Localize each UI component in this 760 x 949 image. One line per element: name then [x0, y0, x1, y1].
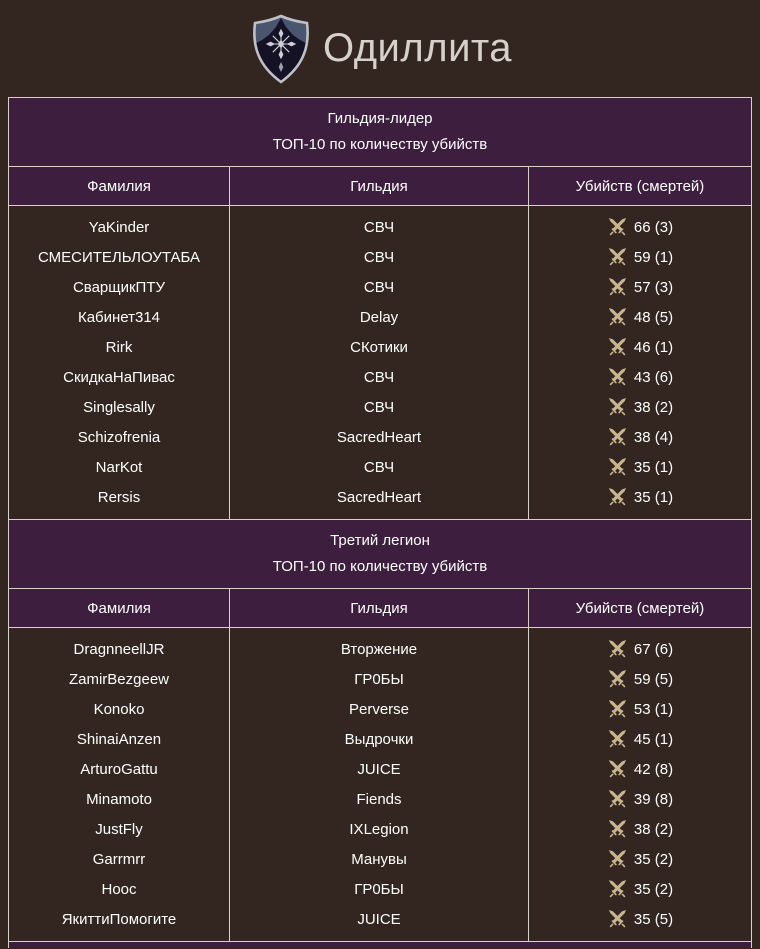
kills-cell [529, 664, 751, 694]
kills-value: 59 (5) [633, 670, 674, 688]
guild-name: СВЧ [363, 278, 395, 296]
section-body [9, 206, 751, 519]
guilds-column [230, 206, 529, 519]
guild-name: Выдрочки [344, 730, 414, 748]
guild-name: Вторжение [340, 640, 418, 658]
crossed-swords-icon [607, 699, 628, 719]
names-column [9, 628, 230, 941]
section-body [9, 628, 751, 941]
kills-cell [529, 844, 751, 874]
guild-shield-logo-icon [248, 14, 314, 84]
section-title-line1: Третий легион [330, 532, 430, 549]
crossed-swords-icon [607, 819, 628, 839]
guild-name: СВЧ [363, 248, 395, 266]
kills-cell [529, 904, 751, 934]
column-header-guild: Гильдия [230, 589, 529, 627]
section-guild-leader [9, 98, 751, 519]
kills-value: 39 (8) [633, 790, 674, 808]
player-name: Singlesally [83, 398, 155, 416]
guild-name: СВЧ [363, 458, 395, 476]
player-name: Rirk [105, 338, 133, 356]
section-title-line2: ТОП-10 по количеству убийств [272, 558, 488, 575]
guild-name: СВЧ [363, 218, 395, 236]
guilds-column [230, 628, 529, 941]
kills-cell [529, 724, 751, 754]
player-name: Rersis [97, 488, 141, 506]
kills-value: 38 (2) [633, 398, 674, 416]
kills-column [529, 206, 751, 519]
kills-value: 46 (1) [633, 338, 674, 356]
crossed-swords-icon [607, 879, 628, 899]
crossed-swords-icon [607, 307, 628, 327]
guild-name: СВЧ [363, 368, 395, 386]
guild-name: СВЧ [363, 398, 395, 416]
crossed-swords-icon [607, 337, 628, 357]
player-name: ShinaiAnzen [76, 730, 162, 748]
kills-value: 38 (2) [633, 820, 674, 838]
section-third-legion [9, 519, 751, 941]
guild-name: ГР0БЫ [354, 670, 404, 688]
next-section-header-partial [9, 941, 751, 948]
guild-name: Манувы [351, 850, 407, 868]
names-column [9, 206, 230, 519]
kills-cell [529, 242, 751, 272]
guild-name: СКотики [350, 338, 408, 356]
guild-name: IXLegion [349, 820, 409, 838]
player-name: JustFly [95, 820, 143, 838]
section-title [9, 520, 751, 588]
kills-cell [529, 362, 751, 392]
player-name: ArturoGattu [80, 760, 158, 778]
kills-value: 38 (4) [633, 428, 674, 446]
kills-cell [529, 814, 751, 844]
column-header-guild: Гильдия [230, 167, 529, 205]
kills-cell [529, 302, 751, 332]
crossed-swords-icon [607, 217, 628, 237]
crossed-swords-icon [607, 367, 628, 387]
player-name: Garrmrr [92, 850, 146, 868]
crossed-swords-icon [607, 789, 628, 809]
column-headers [9, 588, 751, 628]
crossed-swords-icon [607, 247, 628, 267]
player-name: Кабинет314 [77, 308, 161, 326]
kills-value: 42 (8) [633, 760, 674, 778]
kills-value: 35 (1) [633, 458, 674, 476]
kills-value: 35 (2) [633, 850, 674, 868]
kills-cell [529, 874, 751, 904]
guild-name: Delay [359, 308, 399, 326]
crossed-swords-icon [607, 457, 628, 477]
kills-value: 59 (1) [633, 248, 674, 266]
kills-cell [529, 422, 751, 452]
column-header-name: Фамилия [9, 167, 230, 205]
column-header-name: Фамилия [9, 589, 230, 627]
guild-name: SacredHeart [336, 488, 422, 506]
kills-value: 45 (1) [633, 730, 674, 748]
kills-cell [529, 392, 751, 422]
section-title-line1: Гильдия-лидер [327, 110, 433, 127]
kills-value: 53 (1) [633, 700, 674, 718]
player-name: YaKinder [88, 218, 150, 236]
kills-cell [529, 634, 751, 664]
guild-name: Fiends [356, 790, 402, 808]
page-title: Одиллита [322, 26, 513, 70]
crossed-swords-icon [607, 729, 628, 749]
kills-value: 35 (2) [633, 880, 674, 898]
player-name: ЯкиттиПомогите [61, 910, 177, 928]
crossed-swords-icon [607, 759, 628, 779]
crossed-swords-icon [607, 909, 628, 929]
guild-name: ГР0БЫ [354, 880, 404, 898]
kills-value: 48 (5) [633, 308, 674, 326]
guild-name: JUICE [357, 760, 401, 778]
player-name: NarKot [95, 458, 143, 476]
section-title-line2: ТОП-10 по количеству убийств [272, 136, 488, 153]
kills-cell [529, 212, 751, 242]
column-headers [9, 166, 751, 206]
kills-value: 66 (3) [633, 218, 674, 236]
crossed-swords-icon [607, 849, 628, 869]
crossed-swords-icon [607, 397, 628, 417]
section-title [9, 98, 751, 166]
kills-value: 43 (6) [633, 368, 674, 386]
player-name: Minamoto [86, 790, 152, 808]
player-name: СМЕСИТЕЛЬЛОУТАБА [37, 248, 201, 266]
kills-value: 35 (1) [633, 488, 674, 506]
kills-cell [529, 694, 751, 724]
kills-cell [529, 332, 751, 362]
kills-cell [529, 272, 751, 302]
page-header [0, 0, 760, 97]
kills-cell [529, 482, 751, 512]
kills-value: 35 (5) [633, 910, 674, 928]
column-header-kills: Убийств (смертей) [575, 599, 705, 617]
player-name: Schizofrenia [77, 428, 161, 446]
kills-cell [529, 784, 751, 814]
kills-cell [529, 754, 751, 784]
player-name: Hooc [101, 880, 137, 898]
kills-column [529, 628, 751, 941]
guild-name: Perverse [348, 700, 410, 718]
crossed-swords-icon [607, 277, 628, 297]
guild-name: JUICE [357, 910, 401, 928]
kills-value: 57 (3) [633, 278, 674, 296]
player-name: СварщикПТУ [72, 278, 166, 296]
crossed-swords-icon [607, 639, 628, 659]
crossed-swords-icon [607, 487, 628, 507]
guild-name: SacredHeart [336, 428, 422, 446]
kills-value: 67 (6) [633, 640, 674, 658]
kills-cell [529, 452, 751, 482]
column-header-kills: Убийств (смертей) [575, 177, 705, 195]
player-name: СкидкаНаПивас [63, 368, 175, 386]
player-name: ZamirBezgeew [68, 670, 170, 688]
leaderboard [8, 97, 752, 948]
player-name: Konoko [93, 700, 145, 718]
crossed-swords-icon [607, 669, 628, 689]
player-name: DragnneellJR [73, 640, 165, 658]
crossed-swords-icon [607, 427, 628, 447]
